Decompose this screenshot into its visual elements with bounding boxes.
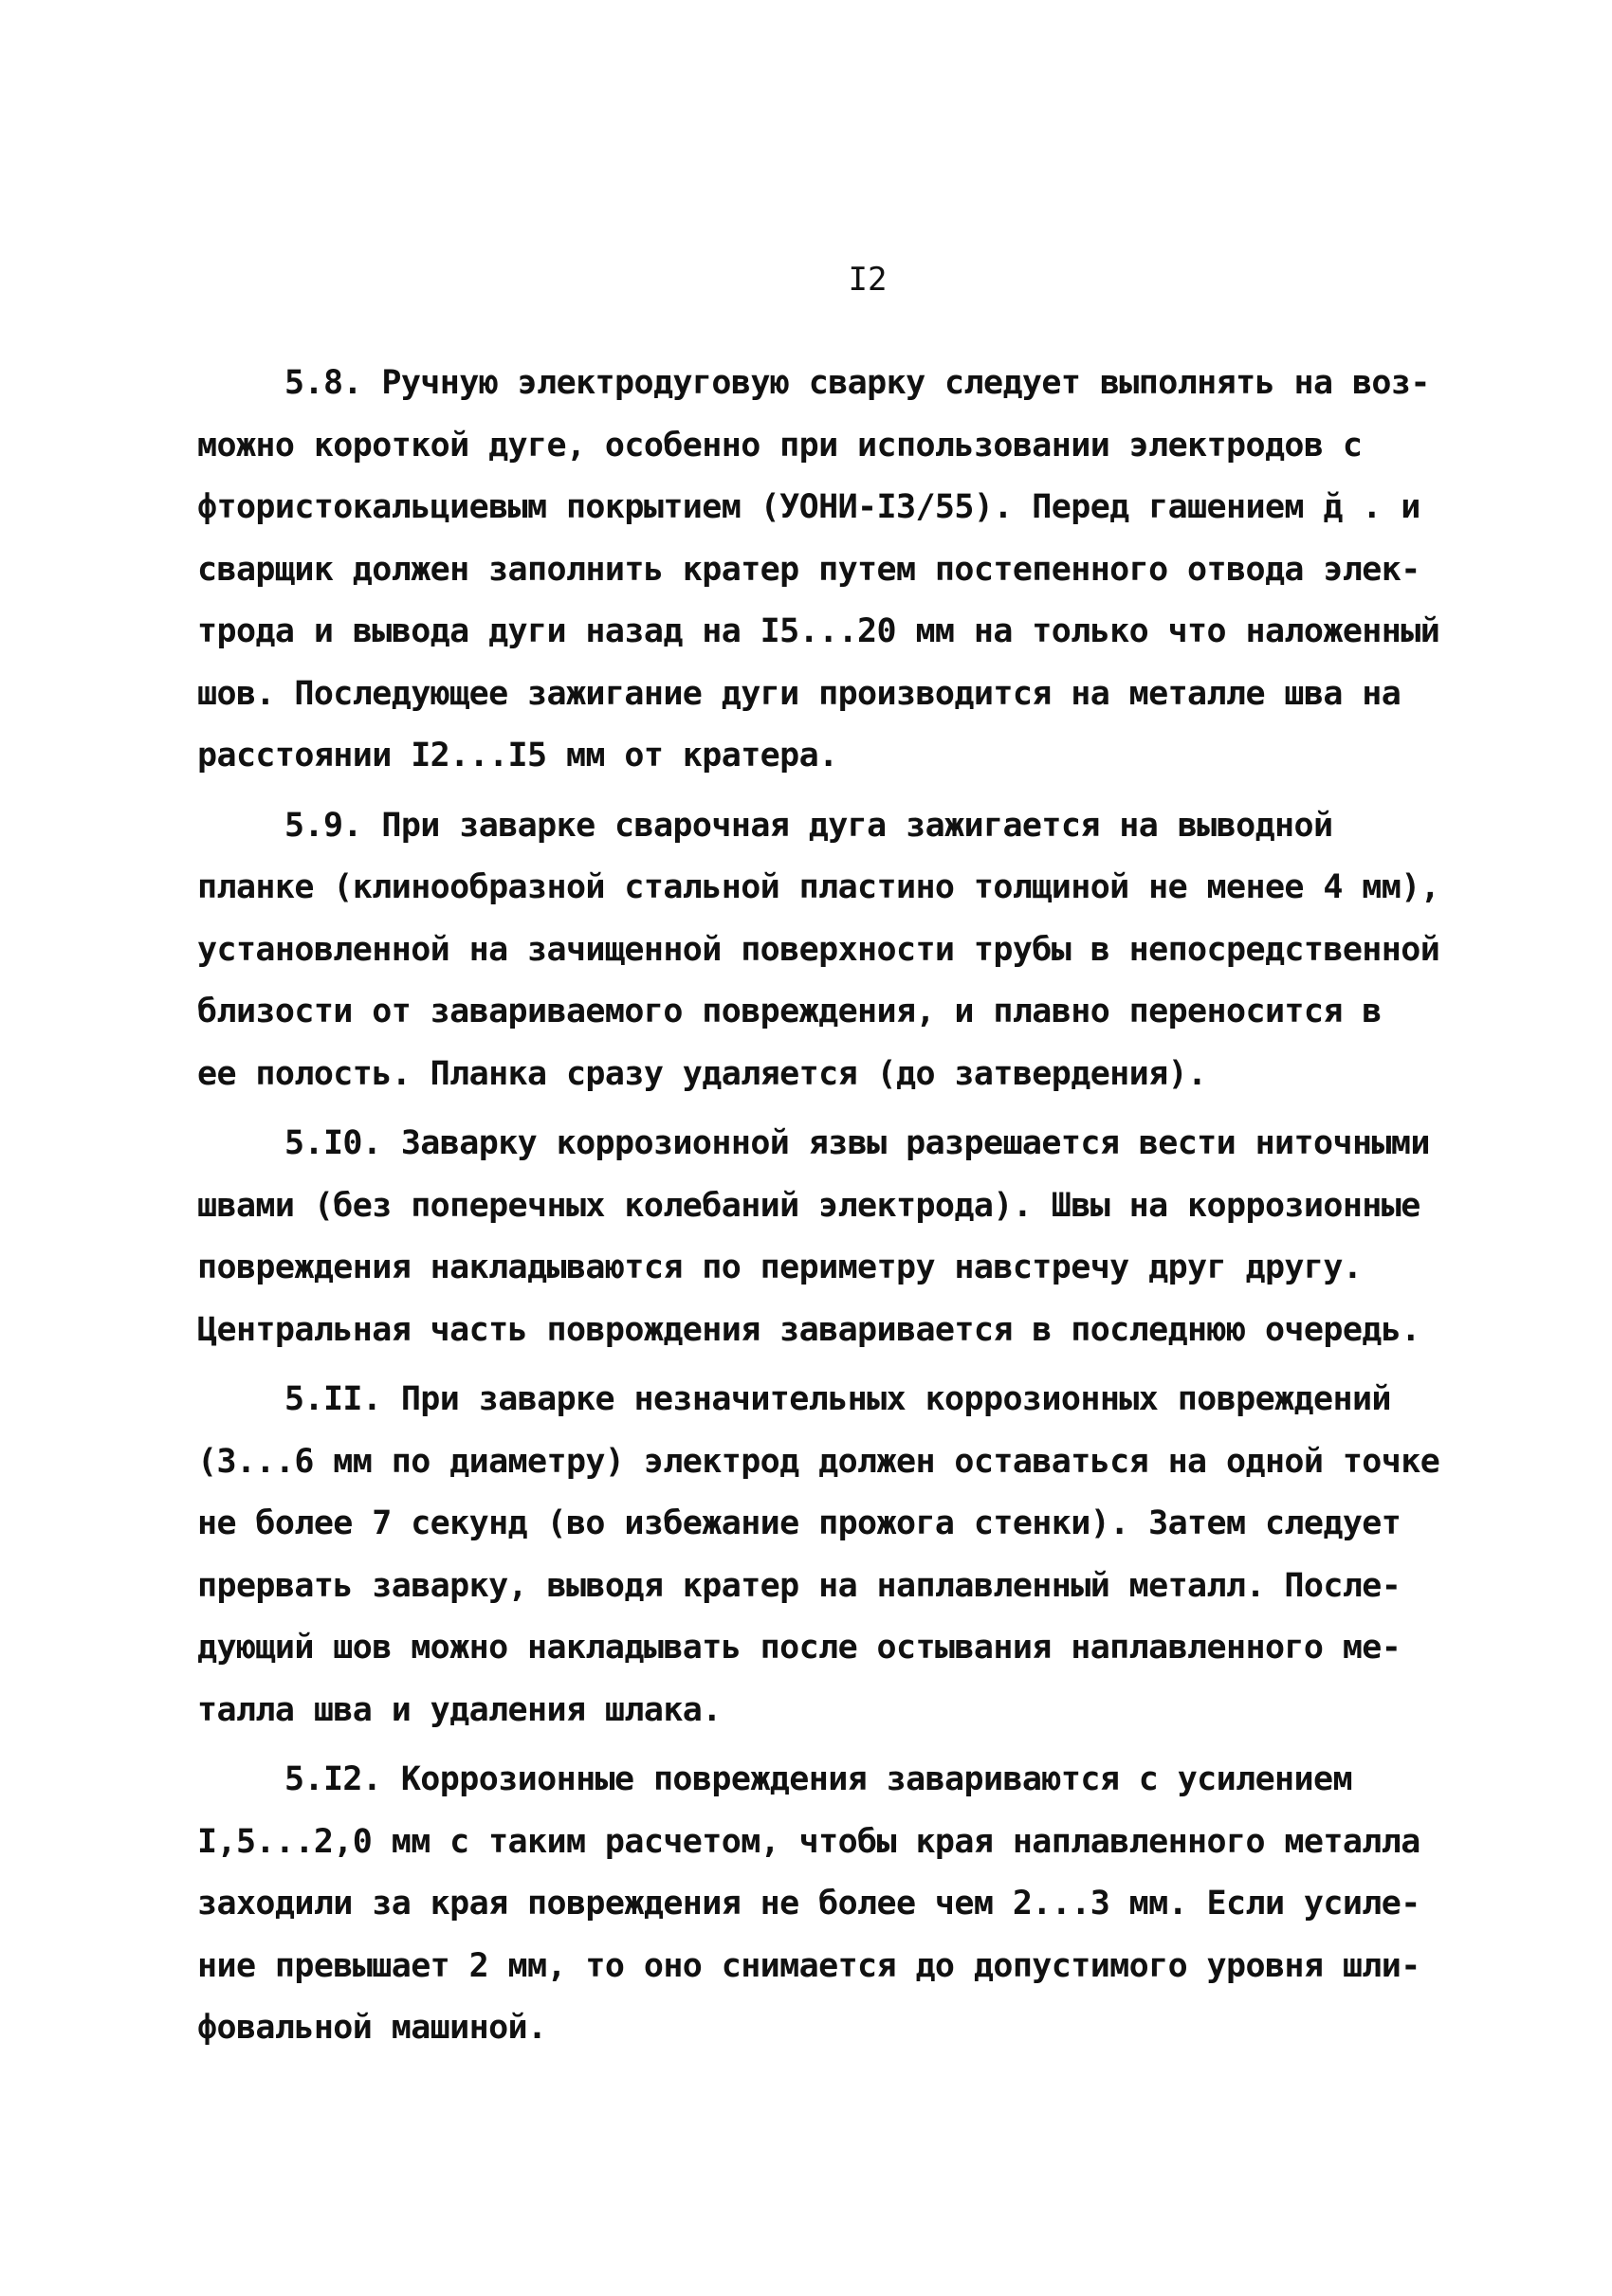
- text-line: Центральная часть поврождения заваривается в последнюю очередь.: [197, 1310, 1420, 1349]
- text-line: трода и вывода дуги назад на I5...20 мм на только что наложенный: [197, 612, 1440, 650]
- text-line: близости от завариваемого повреждения, и плавно переносится в: [197, 993, 1382, 1030]
- text-line: 5.II. При заварке незначительных коррозионных повреждений: [284, 1380, 1391, 1418]
- paragraph-5-11: [197, 1369, 1440, 1741]
- text-line: 5.8. Ручную электродуговую сварку следует выполнять на воз-: [284, 364, 1430, 402]
- paragraph-5-8: [197, 353, 1440, 788]
- text-line: ее полость. Планка сразу удаляется (до затвердения).: [197, 1054, 1207, 1093]
- text-line: сварщик должен заполнить кратер путем постепенного отвода элек-: [197, 550, 1420, 589]
- text-line: шов. Последующее зажигание дуги производится на металле шва на: [197, 674, 1401, 713]
- text-line: 5.9. При заварке сварочная дуга зажигается на выводной: [284, 806, 1333, 845]
- text-line: прервать заварку, выводя кратер на наплавленный металл. После-: [197, 1566, 1401, 1605]
- text-line: повреждения накладываются по периметру навстречу друг другу.: [197, 1248, 1363, 1286]
- text-line: не более 7 секунд (во избежание прожога стенки). Затем следует: [197, 1504, 1401, 1542]
- text-line: фовальной машиной.: [197, 2009, 547, 2047]
- text-line: талла шва и удаления шлака.: [197, 1690, 722, 1729]
- paragraph-5-12: [197, 1749, 1430, 2060]
- text-line: заходили за края повреждения не более чем 2...3 мм. Если усиле-: [197, 1885, 1420, 1922]
- text-line: швами (без поперечных колебаний электрода). Швы на коррозионные: [197, 1186, 1420, 1225]
- text-line: можно короткой дуге, особенно при использовании электродов с: [197, 426, 1363, 465]
- text-line: 5.I0. Заварку коррозионной язвы разрешается вести ниточными: [284, 1124, 1430, 1162]
- document-body: [197, 353, 1440, 2068]
- text-line: фтористокальциевым покрытием (УОНИ-I3/55). Перед гашением д̆ . и: [197, 488, 1420, 526]
- text-line: 5.I2. Коррозионные повреждения завариваются с усилением: [284, 1760, 1352, 1798]
- text-line: планке (клинообразной стальной пластино толщиной не менее 4 мм),: [197, 868, 1440, 906]
- text-line: расстоянии I2...I5 мм от кратера.: [197, 737, 838, 774]
- page-number: I2: [848, 261, 888, 299]
- text-line: (3...6 мм по диаметру) электрод должен оставаться на одной точке: [197, 1442, 1440, 1481]
- paragraph-5-10: [197, 1113, 1430, 1361]
- text-line: установленной на зачищенной поверхности трубы в непосредственной: [197, 930, 1440, 969]
- text-line: I,5...2,0 мм с таким расчетом, чтобы края наплавленного металла: [197, 1822, 1420, 1861]
- text-line: ние превышает 2 мм, то оно снимается до допустимого уровня шли-: [197, 1946, 1420, 1985]
- text-line: дующий шов можно накладывать после остывания наплавленного ме-: [197, 1629, 1401, 1667]
- paragraph-5-9: [197, 795, 1440, 1106]
